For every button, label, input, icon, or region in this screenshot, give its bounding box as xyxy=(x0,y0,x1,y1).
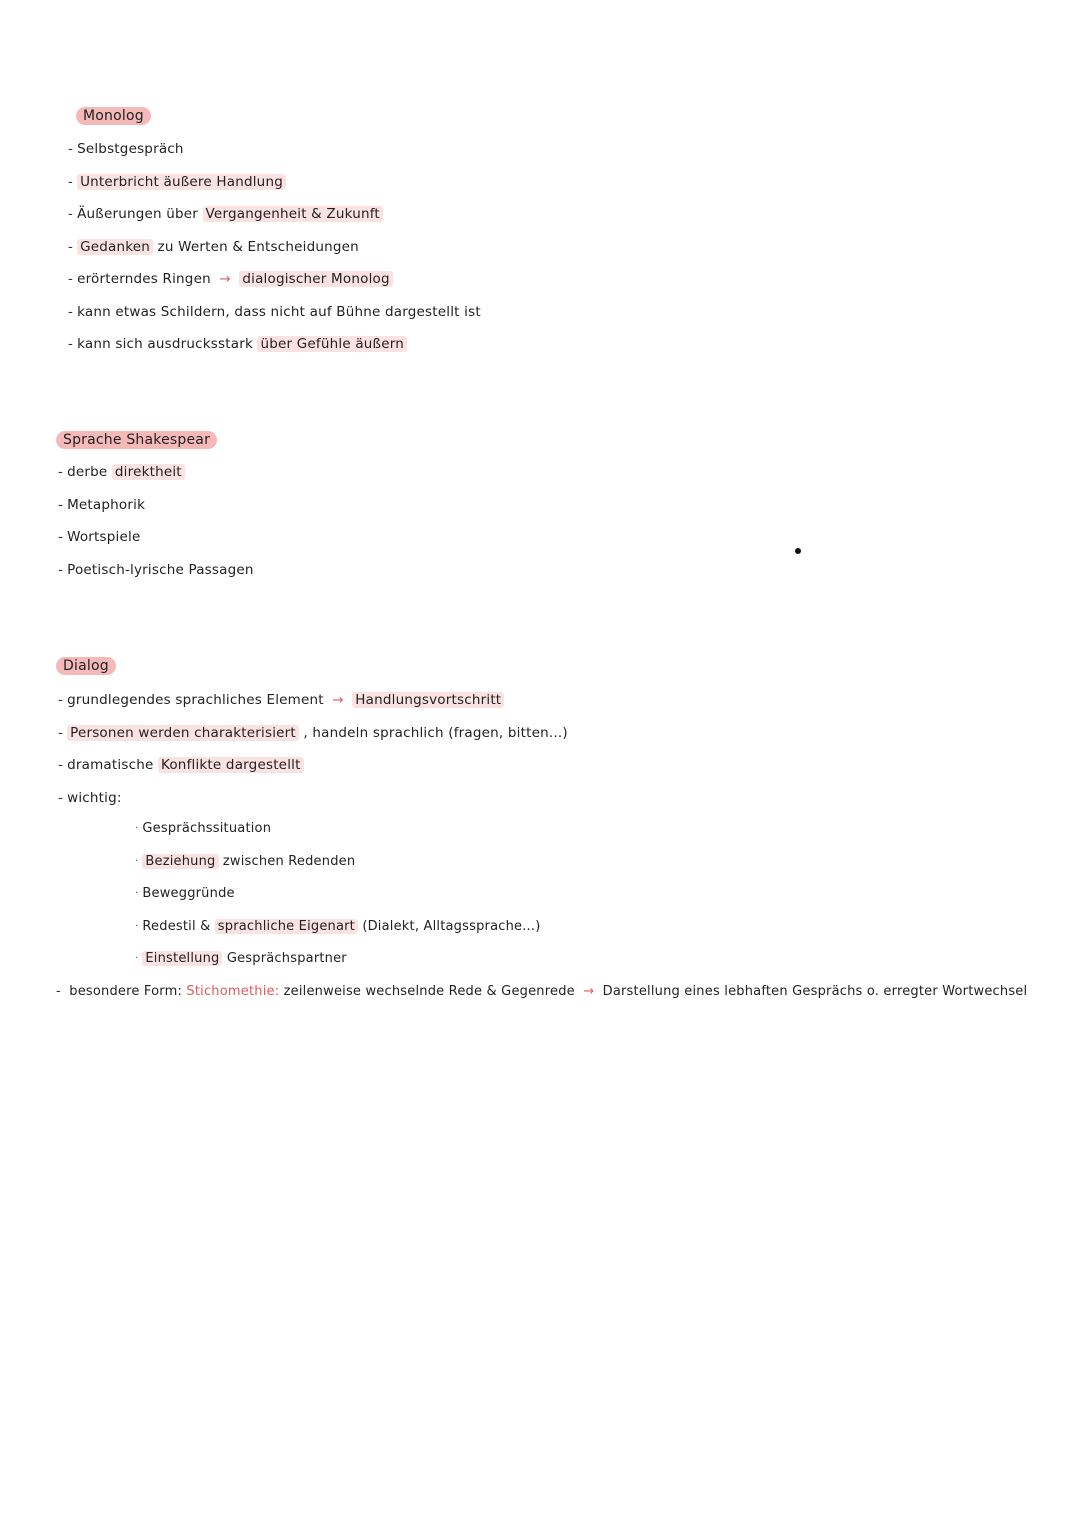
monolog-item xyxy=(68,172,286,192)
note-text: Selbstgespräch xyxy=(77,141,184,157)
sprache-heading-label: Sprache Shakespear xyxy=(56,431,217,449)
note-text: dramatische xyxy=(67,757,154,773)
monolog-item xyxy=(68,204,383,224)
arrow-icon: → xyxy=(583,984,595,999)
highlighted-text: Beziehung xyxy=(142,854,218,869)
arrow-icon: → xyxy=(332,692,344,708)
note-text: erörterndes Ringen xyxy=(77,271,211,287)
note-text: Gesprächspartner xyxy=(226,951,347,966)
bullet-dot-icon: · xyxy=(135,953,139,964)
ink-dot xyxy=(795,548,801,554)
note-text: Gesprächssituation xyxy=(142,821,272,836)
sprache-item xyxy=(58,462,185,482)
note-text: wichtig: xyxy=(67,789,122,806)
highlighted-text: sprachliche Eigenart xyxy=(215,919,358,934)
dialog-sub-item xyxy=(135,884,235,904)
dialog-sub-item xyxy=(135,949,347,969)
highlighted-text: über Gefühle äußern xyxy=(257,336,407,352)
highlighted-text: Personen werden charakterisiert xyxy=(67,725,299,741)
arrow-icon: → xyxy=(219,271,231,287)
monolog-item xyxy=(68,237,359,257)
dash: - xyxy=(68,303,74,320)
note-text: grundlegendes sprachliches Element xyxy=(67,692,324,708)
note-text: zu Werten & Entscheidungen xyxy=(157,238,359,255)
monolog-item xyxy=(68,269,393,289)
bullet-dot-icon: · xyxy=(135,823,139,834)
note-text: kann sich ausdrucksstark xyxy=(77,336,253,352)
highlighted-text: Einstellung xyxy=(142,951,222,966)
dash: - xyxy=(68,271,74,287)
note-text: Wortspiele xyxy=(67,529,141,545)
monolog-item xyxy=(68,334,407,354)
bullet-dot-icon: · xyxy=(135,888,139,899)
sprache-item xyxy=(58,527,140,547)
dash: - xyxy=(68,336,74,352)
dialog-item xyxy=(58,755,304,775)
special-lead: besondere Form: xyxy=(69,984,183,999)
stichomethie-term: Stichomethie: xyxy=(186,984,280,999)
dialog-sub-item xyxy=(135,917,540,937)
bullet-dot-icon: · xyxy=(135,855,139,867)
dash: - xyxy=(68,238,74,255)
dialog-item xyxy=(58,788,122,808)
sprache-heading xyxy=(56,430,217,450)
dash: - xyxy=(58,692,64,708)
dash: - xyxy=(58,757,64,773)
highlighted-text: Gedanken xyxy=(77,239,153,255)
dash: - xyxy=(56,984,61,999)
note-text: kann etwas Schildern, dass nicht auf Bühne dargestellt ist xyxy=(77,303,481,320)
dash: - xyxy=(58,529,64,545)
highlighted-text: dialogischer Monolog xyxy=(239,271,392,287)
dash: - xyxy=(58,496,64,513)
dash: - xyxy=(58,789,64,806)
highlighted-text: Vergangenheit & Zukunft xyxy=(203,206,383,222)
monolog-heading-label: Monolog xyxy=(76,107,151,125)
sprache-item xyxy=(58,560,254,580)
monolog-item xyxy=(68,139,184,159)
highlighted-text: Handlungsvortschritt xyxy=(352,692,504,708)
monolog-item xyxy=(68,302,481,322)
special-rest: zeilenweise wechselnde Rede & Gegenrede xyxy=(283,984,575,999)
note-text: Metaphorik xyxy=(67,496,146,513)
note-text: Äußerungen über xyxy=(77,206,199,222)
highlighted-text: Unterbricht äußere Handlung xyxy=(77,174,286,190)
dash: - xyxy=(68,141,74,157)
highlighted-text: Konflikte dargestellt xyxy=(158,757,304,773)
dash: - xyxy=(68,173,74,190)
dialog-special-line xyxy=(56,982,1027,1002)
note-text: Beweggründe xyxy=(142,886,235,901)
note-text: (Dialekt, Alltagssprache...) xyxy=(362,918,541,934)
monolog-heading xyxy=(76,106,151,126)
note-text: derbe xyxy=(67,464,108,480)
dialog-heading xyxy=(56,656,116,676)
dialog-sub-item xyxy=(135,852,355,872)
dash: - xyxy=(58,464,64,480)
dash: - xyxy=(68,206,74,222)
special-result: Darstellung eines lebhaften Gesprächs o. erregter Wortwechsel xyxy=(602,984,1028,999)
note-text: Redestil & xyxy=(142,918,211,934)
note-text: , handeln sprachlich (fragen, bitten...) xyxy=(303,724,568,741)
sprache-item xyxy=(58,495,145,515)
dash: - xyxy=(58,724,64,741)
highlighted-text: direktheit xyxy=(112,464,185,480)
dialog-sub-item xyxy=(135,819,271,839)
dialog-heading-label: Dialog xyxy=(56,657,116,675)
dialog-item xyxy=(58,723,568,743)
dialog-item xyxy=(58,690,504,710)
dash: - xyxy=(58,561,64,578)
bullet-dot-icon: · xyxy=(135,920,139,932)
note-text: Poetisch-lyrische Passagen xyxy=(67,561,254,578)
note-text: zwischen Redenden xyxy=(222,853,356,869)
